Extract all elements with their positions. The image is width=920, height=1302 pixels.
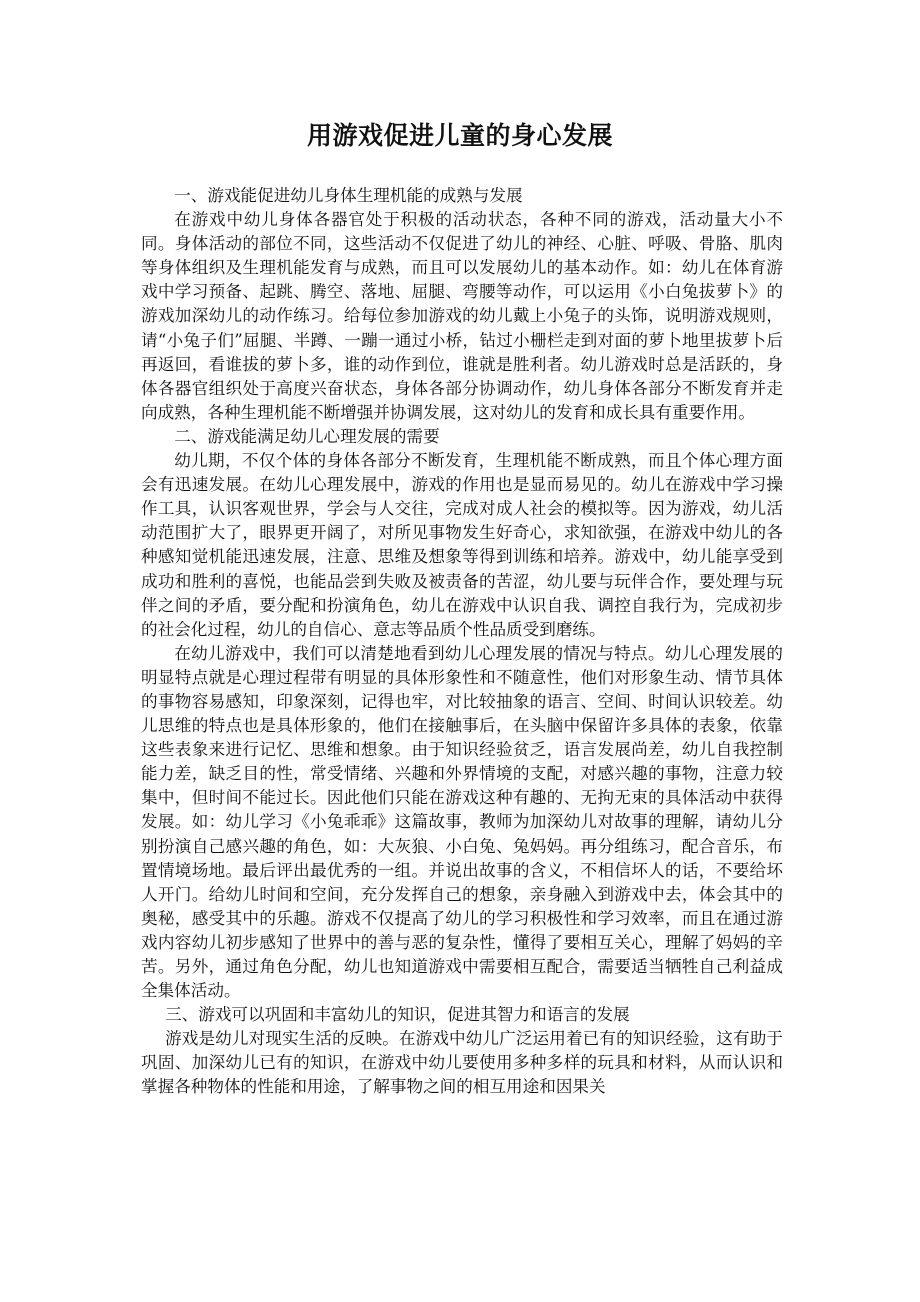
document-body xyxy=(141,184,783,1100)
paragraph: 游戏是幼儿对现实生活的反映。在游戏中幼儿广泛运用着已有的知识经验，这有助于巩固、加深幼儿已有的知识，在游戏中幼儿要使用多种多样的玩具和材料，从而认识和掌握各种物体的性能和用途，了解事物之间的相互用途和因果关 xyxy=(141,1029,783,1097)
section-heading-2: 二、游戏能满足幼儿心理发展的需要 xyxy=(174,426,440,446)
section-heading-3: 三、游戏可以巩固和丰富幼儿的知识，促进其智力和语言的发展 xyxy=(165,1005,630,1025)
paragraph: 在游戏中幼儿身体各器官处于积极的活动状态，各种不同的游戏，活动量大小不同。身体活动的部位不同，这些活动不仅促进了幼儿的神经、心脏、呼吸、骨胳、肌肉等身体组织及生理机能发育与成熟，而且可以发展幼儿的基本动作。如：幼儿在体育游戏中学习预备、起跳、腾空、落地、屈腿、弯腰等动作，可以运用《小白兔拔萝卜》的游戏加深幼儿的动作练习。给每位参加游戏的幼儿戴上小兔子的头饰，说明游戏规则，请“小兔子们”屈腿、半蹲、一蹦一通过小桥，钻过小栅栏走到对面的萝卜地里拔萝卜后再返回，看谁拔的萝卜多，谁的动作到位，谁就是胜利者。幼儿游戏时总是活跃的，身体各器官组织处于高度兴奋状态，身体各部分协调动作，幼儿身体各部分不断发育并走向成熟，各种生理机能不断增强并协调发展，这对幼儿的发育和成长具有重要作用。 xyxy=(141,210,783,422)
paragraph: 在幼儿游戏中，我们可以清楚地看到幼儿心理发展的情况与特点。幼儿心理发展的明显特点就是心理过程带有明显的具体形象性和不随意性，他们对形象生动、情节具体的事物容易感知，印象深刻，记得也牢，对比较抽象的语言、空间、时间认识较差。幼儿思维的特点也是具体形象的，他们在接触事后，在头脑中保留许多具体的表象，依靠这些表象来进行记忆、思维和想象。由于知识经验贫乏，语言发展尚差，幼儿自我控制能力差，缺乏目的性，常受情绪、兴趣和外界情境的支配，对感兴趣的事物，注意力较集中，但时间不能过长。因此他们只能在游戏这种有趣的、无拘无束的具体活动中获得发展。如：幼儿学习《小兔乖乖》这篇故事，教师为加深幼儿对故事的理解，请幼儿分别扮演自己感兴趣的角色，如：大灰狼、小白兔、兔妈妈。再分组练习，配合音乐，布置情境场地。最后评出最优秀的一组。并说出故事的含义，不相信坏人的话，不要给坏人开门。给幼儿时间和空间，充分发挥自己的想象，亲身融入到游戏中去，体会其中的奥秘，感受其中的乐趣。游戏不仅提高了幼儿的学习积极性和学习效率，而且在通过游戏内容幼儿初步感知了世界中的善与恶的复杂性，懂得了要相互关心，理解了妈妈的辛苦。另外，通过角色分配，幼儿也知道游戏中需要相互配合，需要适当牺牲自己利益成全集体活动。 xyxy=(141,643,783,1001)
section-heading-1: 一、游戏能促进幼儿身体生理机能的成熟与发展 xyxy=(174,186,523,205)
page-title: 用游戏促进儿童的身心发展 xyxy=(306,121,613,150)
paragraph: 幼儿期，不仅个体的身体各部分不断发育，生理机能不断成熟，而且个体心理方面会有迅速发展。在幼儿心理发展中，游戏的作用也是显而易见的。幼儿在游戏中学习操作工具，认识客观世界，学会与人交往，完成对成人社会的模拟等。因为游戏，幼儿活动范围扩大了，眼界更开阔了，对所见事物发生好奇心，求知欲强，在游戏中幼儿的各种感知觉机能迅速发展，注意、思维及想象等得到训练和培养。游戏中，幼儿能享受到成功和胜利的喜悦，也能品尝到失败及被责备的苦涩，幼儿要与玩伴合作，要处理与玩伴之间的矛盾，要分配和扮演角色，幼儿在游戏中认识自我、调控自我行为，完成初步的社会化过程，幼儿的自信心、意志等品质个性品质受到磨练。 xyxy=(141,451,783,639)
